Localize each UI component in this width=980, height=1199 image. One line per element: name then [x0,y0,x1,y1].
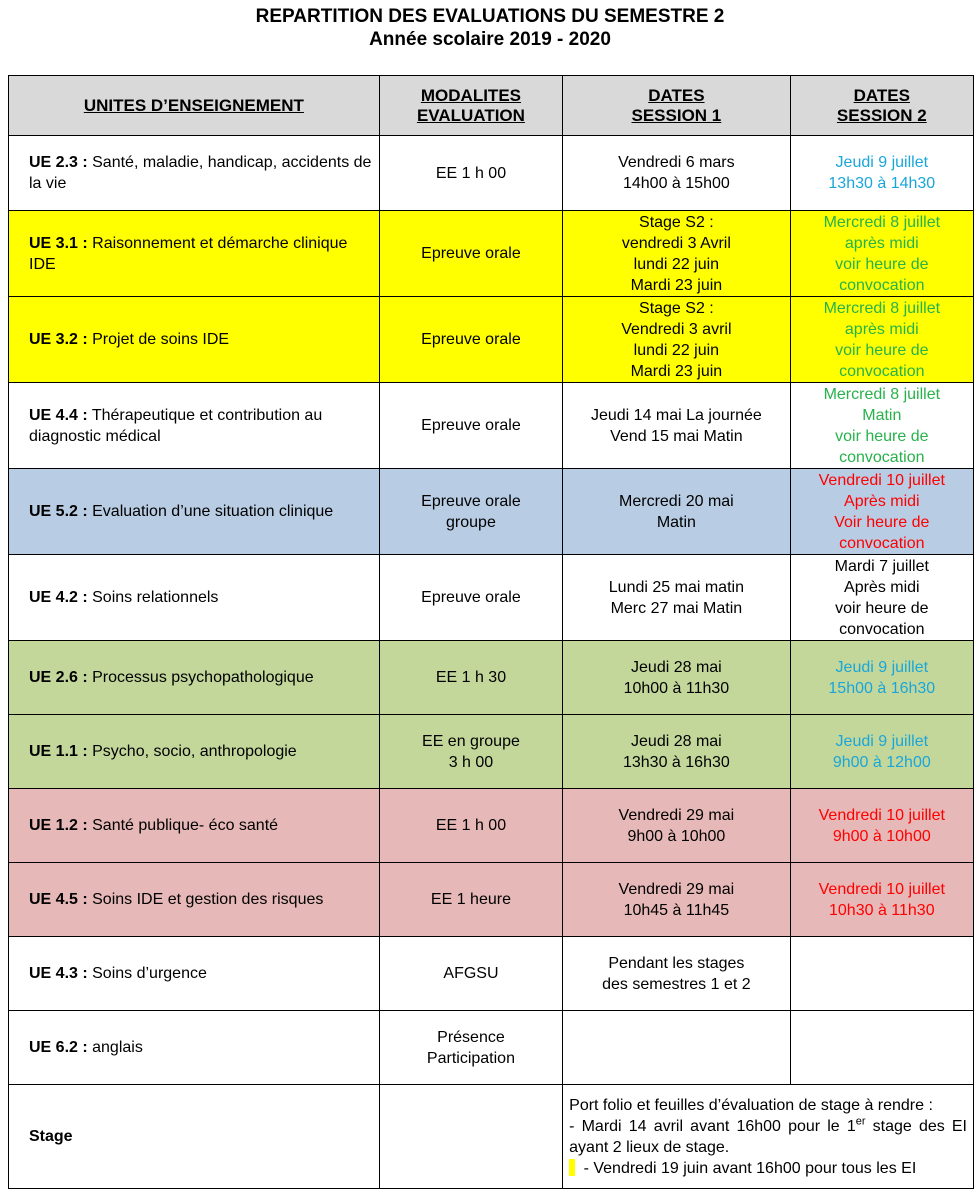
ue-name: Evaluation d’une situation clinique [87,503,334,520]
table-row [9,1011,974,1085]
ue-code: UE 4.2 : [29,589,88,606]
session2-cell: Jeudi 9 juillet 13h30 à 14h30 [790,136,973,211]
modalite-cell: Epreuve orale [379,297,562,383]
ue-cell [9,211,380,297]
session2-cell: Mardi 7 juillet Après midi voir heure de convocation [790,555,973,641]
ue-cell [9,1011,380,1085]
ue-name: Soins d’urgence [87,965,207,982]
table-row [9,297,974,383]
session2-cell: Mercredi 8 juillet après midi voir heure de convocation [790,211,973,297]
session1-cell: Jeudi 28 mai 10h00 à 11h30 [563,641,790,715]
header-modalites: MODALITES EVALUATION [379,76,562,136]
ue-name: Soins IDE et gestion des risques [87,891,324,908]
table-row [9,555,974,641]
ue-name: anglais [87,1039,143,1056]
session2-cell [790,937,973,1011]
modalite-cell: EE 1 heure [379,863,562,937]
ue-name: Santé, maladie, handicap, accidents de la vie [29,154,372,192]
modalite-cell: EE 1 h 30 [379,641,562,715]
table-row [9,469,974,555]
ue-name: Santé publique- éco santé [87,817,279,834]
ue-code: UE 4.5 : [29,891,88,908]
stage-instructions [563,1085,974,1189]
document-title: REPARTITION DES EVALUATIONS DU SEMESTRE 2 [255,6,725,27]
table-row [9,136,974,211]
stage-line-2-sup: er [855,1115,866,1128]
table-row [9,641,974,715]
session2-cell: Jeudi 9 juillet 15h00 à 16h30 [790,641,973,715]
table-row [9,937,974,1011]
ue-name: Projet de soins IDE [87,331,230,348]
session1-cell: Vendredi 29 mai 10h45 à 11h45 [563,863,790,937]
stage-label: Stage [9,1085,380,1189]
ue-cell [9,641,380,715]
ue-cell [9,136,380,211]
session1-cell: Pendant les stages des semestres 1 et 2 [563,937,790,1011]
session1-cell: Jeudi 28 mai 13h30 à 16h30 [563,715,790,789]
modalite-cell: AFGSU [379,937,562,1011]
modalite-cell: EE 1 h 00 [379,136,562,211]
ue-name: Thérapeutique et contribution au diagnostic médical [29,406,323,445]
stage-line-2 [569,1116,967,1158]
ue-cell [9,383,380,469]
ue-cell [9,297,380,383]
modalite-cell: Epreuve orale [379,211,562,297]
table-row [9,863,974,937]
session1-cell: Jeudi 14 mai La journée Vend 15 mai Matin [563,383,790,469]
modalite-cell: Epreuve orale [379,383,562,469]
ue-code: UE 2.3 : [29,154,88,171]
ue-name: Psycho, socio, anthropologie [87,743,297,760]
ue-code: UE 4.3 : [29,965,88,982]
session1-cell: Stage S2 : Vendredi 3 avril lundi 22 juin Mardi 23 juin [563,297,790,383]
ue-code: UE 6.2 : [29,1039,88,1056]
ue-cell [9,715,380,789]
ue-code: UE 3.2 : [29,331,88,348]
modalite-cell: Epreuve orale [379,555,562,641]
table-row [9,211,974,297]
session2-cell: Vendredi 10 juillet 9h00 à 10h00 [790,789,973,863]
stage-modalite-cell [379,1085,562,1189]
modalite-cell: EE 1 h 00 [379,789,562,863]
stage-line-3-text: - Vendredi 19 juin avant 16h00 pour tous les EI [579,1159,917,1177]
modalite-cell: Présence Participation [379,1011,562,1085]
session2-cell: Mercredi 8 juillet après midi voir heure de convocation [790,297,973,383]
evaluations-table [8,75,974,1189]
header-ue: UNITES D’ENSEIGNEMENT [9,76,380,136]
ue-cell [9,469,380,555]
modalite-cell: Epreuve orale groupe [379,469,562,555]
table-row [9,383,974,469]
session1-cell: Stage S2 : vendredi 3 Avril lundi 22 juin Mardi 23 juin [563,211,790,297]
session2-cell: Mercredi 8 juillet Matin voir heure de convocation [790,383,973,469]
table-row [9,789,974,863]
stage-line-1: Port folio et feuilles d’évaluation de stage à rendre : [569,1096,933,1114]
session1-cell: Mercredi 20 mai Matin [563,469,790,555]
ue-code: UE 5.2 : [29,503,88,520]
ue-code: UE 4.4 : [29,406,88,424]
ue-name: Processus psychopathologique [87,669,314,686]
stage-row [9,1085,974,1189]
header-session2: DATES SESSION 2 [790,76,973,136]
session2-cell: Vendredi 10 juillet 10h30 à 11h30 [790,863,973,937]
ue-cell [9,555,380,641]
highlight-marker [569,1159,575,1176]
ue-cell [9,789,380,863]
ue-code: UE 3.1 : [29,234,88,252]
header-session1: DATES SESSION 1 [563,76,790,136]
session1-cell: Vendredi 6 mars 14h00 à 15h00 [563,136,790,211]
session2-cell [790,1011,973,1085]
stage-line-3 [569,1158,967,1179]
ue-name: Soins relationnels [87,589,219,606]
session1-cell: Lundi 25 mai matin Merc 27 mai Matin [563,555,790,641]
session1-cell [563,1011,790,1085]
header-row [9,76,974,136]
ue-cell [9,937,380,1011]
ue-code: UE 1.2 : [29,817,88,834]
ue-code: UE 2.6 : [29,669,88,686]
modalite-cell: EE en groupe 3 h 00 [379,715,562,789]
stage-line-2-text: - Mardi 14 avril avant 16h00 pour le 1 [569,1117,856,1135]
document-subtitle: Année scolaire 2019 - 2020 [369,29,611,50]
table-row [9,715,974,789]
ue-name: Raisonnement et démarche clinique IDE [29,234,348,273]
session2-cell: Vendredi 10 juillet Après midi Voir heure de convocation [790,469,973,555]
stage-line-2-end: stage des EI ayant 2 lieux de stage. [569,1117,968,1156]
session2-cell: Jeudi 9 juillet 9h00 à 12h00 [790,715,973,789]
session1-cell: Vendredi 29 mai 9h00 à 10h00 [563,789,790,863]
ue-code: UE 1.1 : [29,743,88,760]
ue-cell [9,863,380,937]
